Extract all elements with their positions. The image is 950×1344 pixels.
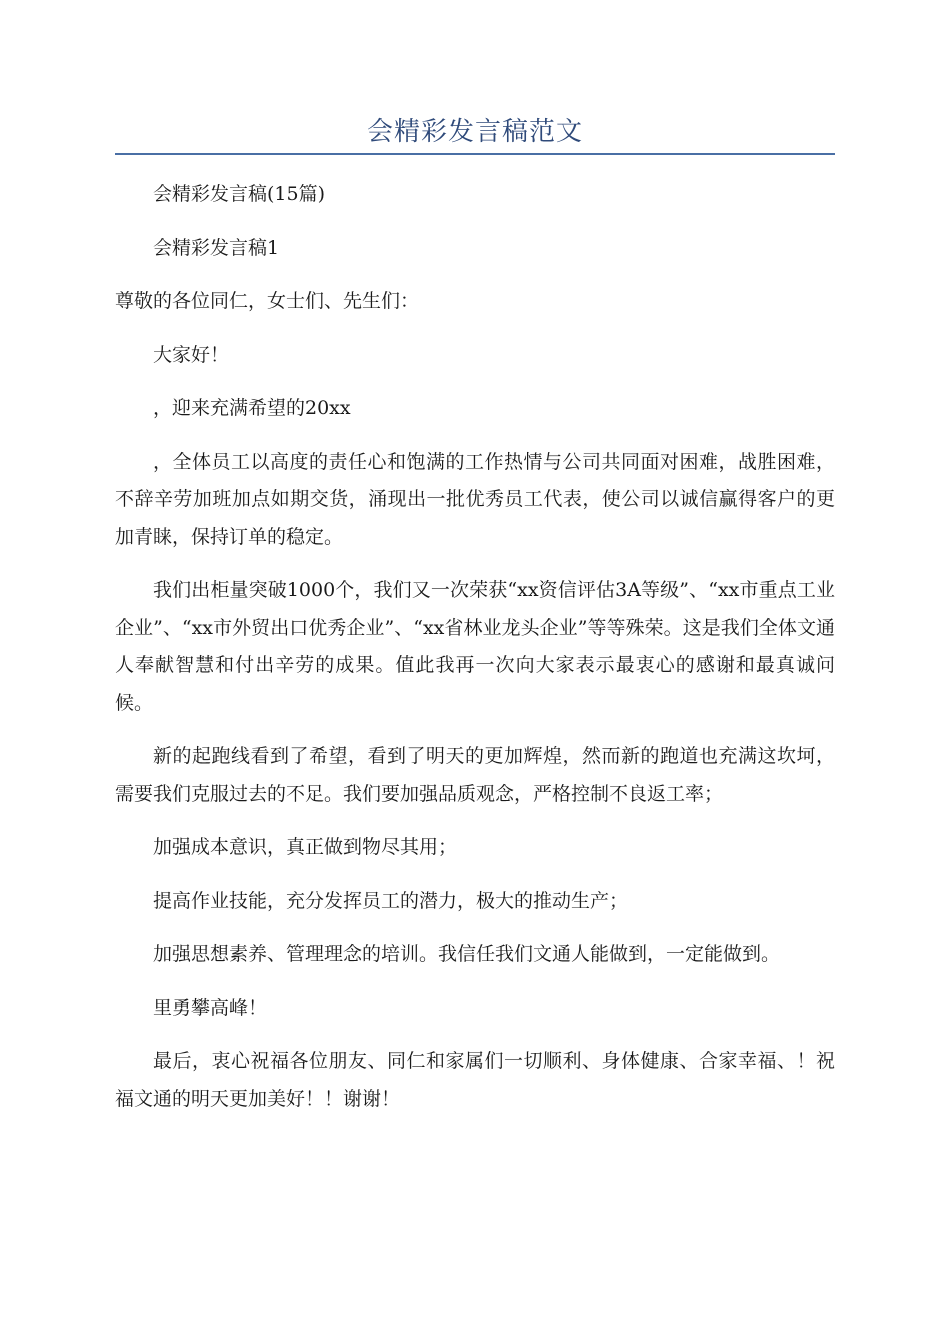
paragraph-11: 加强思想素养、管理理念的培训。我信任我们文通人能做到，一定能做到。 (153, 943, 781, 965)
paragraph-6: ，全体员工以高度的责任心和饱满的工作热情与公司共同面对困难，战胜困难，不辞辛劳加班加点如期交货，涌现出一批优秀员工代表，使公司以诚信赢得客户的更加青睐，保持订单的稳定。 (115, 450, 835, 548)
paragraph-3: 尊敬的各位同仁，女士们、先生们： (115, 290, 420, 312)
paragraph-12: 里勇攀高峰！ (153, 996, 268, 1019)
paragraph-10: 提高作业技能，充分发挥员工的潜力，极大的推动生产； (153, 889, 629, 912)
paragraph-9: 加强成本意识，真正做到物尽其用； (153, 836, 458, 858)
paragraph-7: 我们出柜量突破1000个，我们又一次荣获“xx资信评估3A等级”、“xx市重点工业企业”、“xx市外贸出口优秀企业”、“xx省林业龙头企业”等等殊荣。这是我们全体文通人奉献智慧和付出辛劳的成果。值此我再一次向大家表示最衷心的感谢和最真诚问候。 (115, 579, 835, 714)
title-underline (115, 153, 835, 155)
paragraph-5: ，迎来充满希望的20xx (153, 397, 351, 419)
paragraph-13: 最后，衷心祝福各位朋友、同仁和家属们一切顺利、身体健康、合家幸福、！祝福文通的明天更加美好！！谢谢！ (115, 1050, 835, 1110)
paragraph-2: 会精彩发言稿1 (153, 236, 280, 259)
document-body (115, 176, 835, 1134)
paragraph-1: 会精彩发言稿(15篇) (153, 183, 326, 205)
paragraph-8: 新的起跑线看到了希望，看到了明天的更加辉煌，然而新的跑道也充满这坎坷，需要我们克服过去的不足。我们要加强品质观念，严格控制不良返工率； (115, 745, 835, 805)
document-title: 会精彩发言稿范文 (366, 117, 583, 147)
paragraph-4: 大家好！ (153, 343, 230, 366)
